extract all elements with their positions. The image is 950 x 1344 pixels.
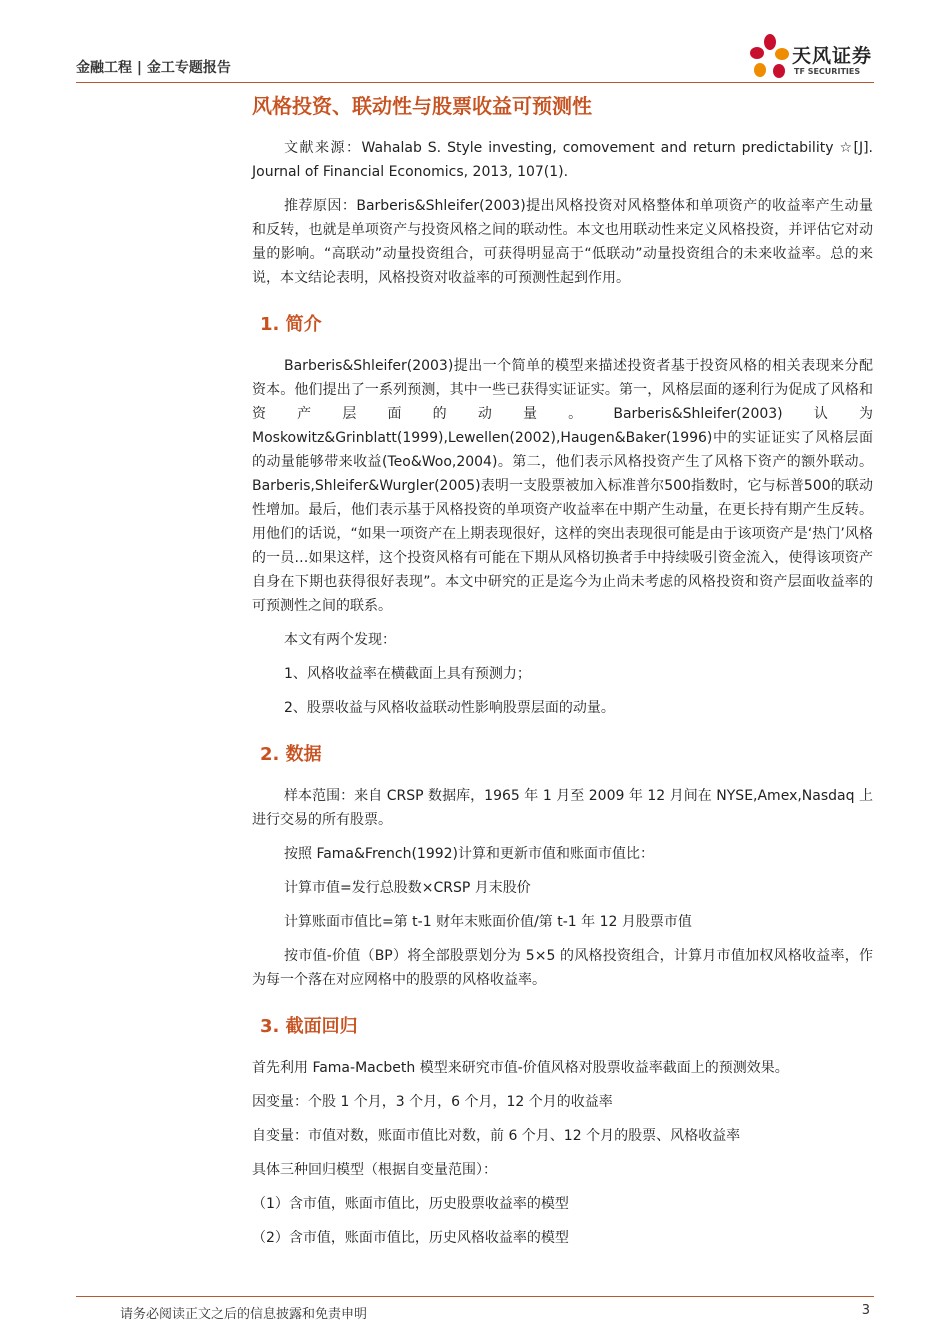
section-title: 3. 截面回归 <box>260 1016 358 1037</box>
paragraph: 本文有两个发现： <box>284 632 396 648</box>
paragraph: 首先利用 Fama-Macbeth 模型来研究市值-价值风格对股票收益率截面上的预测效果。 <box>252 1060 789 1076</box>
page-number: 3 <box>861 1303 870 1318</box>
disclaimer: 请务必阅读正文之后的信息披露和免责申明 <box>120 1307 368 1322</box>
paragraph: （2）含市值，账面市值比，历史风格收益率的模型 <box>252 1230 569 1246</box>
paragraph: Barberis&Shleifer(2003)提出一个简单的模型来描述投资者基于投资风格的相关表现来分配资本。他们提出了一系列预测，其中一些已获得实证证实。第一，风格层面的逐利行为促成了风格和资产层面的动量。Barberis&Shleifer(2003)认为Moskowitz&Grinblatt(1999),Lewellen(2002),Haugen&Baker(1996)中的实证证实了风格层面的动量能够带来收益(Teo&Woo,2004)。第二，他们表示风格投资产生了风格下资产的额外联动。Barberis,Shleifer&Wurgler(2005)表明一支股票被加入标准普尔500指数时，它与标普500的联动性增加。最后，他们表示基于风格投资的单项资产收益率在中期产生动量，在更长持有期产生反转。用他们的话说，“如果一项资产在上期表现很好，这样的突出表现很可能是由于该项资产是‘热门’风格的一员…如果这样，这个投资风格有可能在下期从风格切换者手中持续吸引资金流入，使得该项资产自身在下期也获得很好表现”。本文中研究的正是迄今为止尚未考虑的风格投资和资产层面收益率的可预测性之间的联系。 <box>252 358 873 614</box>
company-logo <box>748 33 878 81</box>
paragraph: 因变量：个股 1 个月，3 个月，6 个月，12 个月的收益率 <box>252 1094 613 1110</box>
footer-divider <box>76 1296 874 1297</box>
paragraph: （1）含市值，账面市值比，历史股票收益率的模型 <box>252 1196 569 1212</box>
section-title: 1. 简介 <box>260 314 322 335</box>
paragraph: 自变量：市值对数，账面市值比对数，前 6 个月、12 个月的股票、风格收益率 <box>252 1128 741 1144</box>
logo-text: 天风证券 <box>792 45 873 67</box>
source-paragraph: 文献来源：Wahalab S. Style investing, comovement and return predictability ☆[J]. Journal of Financial Economics, 2013, 107(1). <box>252 140 873 180</box>
section-intro <box>252 312 873 720</box>
section-data <box>252 742 873 992</box>
breadcrumb: 金融工程 | 金工专题报告 <box>76 60 231 76</box>
paragraph: 具体三种回归模型（根据自变量范围）： <box>252 1162 497 1178</box>
paragraph: 计算账面市值比=第 t-1 财年末账面价值/第 t-1 年 12 月股票市值 <box>284 914 692 930</box>
section-regression <box>252 1014 873 1250</box>
section-title: 2. 数据 <box>260 744 322 765</box>
paragraph: 样本范围：来自 CRSP 数据库，1965 年 1 月至 2009 年 12 月间在 NYSE,Amex,Nasdaq 上进行交易的所有股票。 <box>252 788 873 828</box>
paragraph: 1、风格收益率在横截面上具有预测力； <box>284 666 531 682</box>
main-content <box>252 92 873 1260</box>
paragraph: 2、股票收益与风格收益联动性影响股票层面的动量。 <box>284 700 615 716</box>
paragraph: 按市值-价值（BP）将全部股票划分为 5×5 的风格投资组合，计算月市值加权风格收益率，作为每一个落在对应网格中的股票的风格收益率。 <box>252 948 873 988</box>
logo-subtext: TF SECURITIES <box>794 67 861 76</box>
paragraph: 计算市值=发行总股数×CRSP 月末股价 <box>284 880 531 896</box>
flower-logo-icon <box>748 33 792 81</box>
header-divider <box>76 82 874 83</box>
paragraph: 按照 Fama&French(1992)计算和更新市值和账面市值比： <box>284 846 655 862</box>
reason-paragraph: 推荐原因：Barberis&Shleifer(2003)提出风格投资对风格整体和单项资产的收益率产生动量和反转，也就是单项资产与投资风格之间的联动性。本文也用联动性来定义风格投资，并评估它对动量的影响。“高联动”动量投资组合，可获得明显高于“低联动”动量投资组合的未来收益率。总的来说，本文结论表明，风格投资对收益率的可预测性起到作用。 <box>252 198 873 286</box>
document-title: 风格投资、联动性与股票收益可预测性 <box>252 94 592 118</box>
